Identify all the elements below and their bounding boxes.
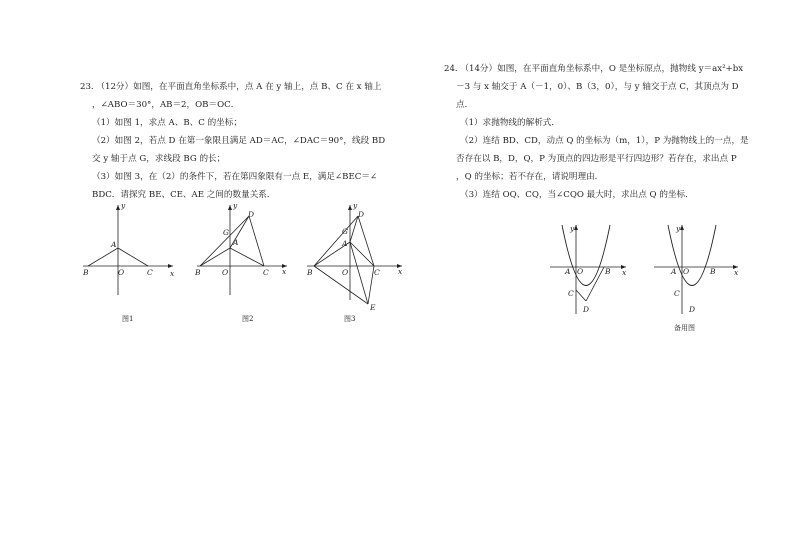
fig3-point-o: O bbox=[342, 268, 349, 277]
fig3-point-b: B bbox=[307, 268, 313, 277]
spare-point-c: C bbox=[674, 289, 680, 298]
parabola-segment-cd bbox=[576, 290, 586, 301]
q23-part2b: 交 y 轴于点 G，求线段 BG 的长； bbox=[92, 154, 226, 164]
fig2-point-a: A bbox=[233, 238, 239, 247]
fig3-caption: 图3 bbox=[344, 315, 356, 323]
fig3-point-d: D bbox=[358, 210, 365, 219]
q24-part1: （1）求抛物线的解析式． bbox=[460, 118, 560, 128]
figure-3 bbox=[302, 200, 412, 330]
fig2-segment-bd bbox=[200, 216, 249, 266]
q24-part3: （3）连结 OQ、CQ，当∠CQO 最大时，求出点 Q 的坐标． bbox=[460, 190, 694, 200]
spare-point-a: A bbox=[671, 267, 677, 276]
question-24 bbox=[444, 60, 749, 204]
spare-point-o: O bbox=[683, 267, 690, 276]
fig1-x-label: x bbox=[170, 269, 175, 278]
q23-part1: （1）如图 1，求点 A、B、C 的坐标； bbox=[92, 118, 242, 128]
fig2-segment-ac bbox=[230, 248, 264, 266]
fig3-x-label: x bbox=[398, 267, 403, 276]
spare-y-label: y bbox=[676, 224, 681, 233]
q24-line1: 24. （14分）如图，在平面直角坐标系中，O 是坐标原点，抛物线 y＝ax²+bx bbox=[444, 64, 744, 74]
fig1-segment-ac bbox=[118, 248, 148, 266]
q23-part3b: BDC．请探究 BE、CE、AE 之间的数量关系． bbox=[92, 190, 276, 200]
fig1-y-label: y bbox=[121, 201, 126, 210]
question-23 bbox=[80, 78, 385, 204]
parabola-point-o: O bbox=[577, 267, 584, 276]
spare-x-label: x bbox=[734, 268, 739, 277]
fig1-point-c: C bbox=[147, 268, 153, 277]
q23-part3a: （3）如图 3，在（2）的条件下，若在第四象限有一点 E，满足∠BEC＝∠ bbox=[92, 172, 378, 182]
parabola-segment-db bbox=[586, 267, 604, 301]
figure-2 bbox=[192, 200, 297, 330]
parabola-point-c: C bbox=[568, 289, 574, 298]
spare-parabola-curve bbox=[668, 225, 716, 286]
q24-line3: 点． bbox=[456, 100, 474, 110]
parabola-figure bbox=[548, 222, 628, 322]
fig2-caption: 图2 bbox=[242, 315, 254, 323]
fig3-y-label: y bbox=[353, 201, 358, 210]
spare-point-b: B bbox=[710, 267, 716, 276]
spare-caption: 备用图 bbox=[674, 324, 695, 332]
spare-parabola-figure bbox=[652, 222, 742, 337]
fig1-point-a: A bbox=[111, 240, 117, 249]
parabola-point-a: A bbox=[565, 267, 571, 276]
q23-part2a: （2）如图 2，若点 D 在第一象限且满足 AD＝AC，∠DAC＝90°，线段 BD bbox=[92, 136, 386, 146]
fig2-point-o: O bbox=[222, 268, 229, 277]
parabola-point-b: B bbox=[605, 267, 611, 276]
q23-line1: 23. （12分）如图，在平面直角坐标系中，点 A 在 y 轴上，点 B、C 在 x 轴上 bbox=[80, 82, 382, 92]
q24-part2b: 否存在以 B，D，Q，P 为顶点的四边形是平行四边形？若存在，求出点 P bbox=[456, 154, 737, 164]
fig1-point-b: B bbox=[83, 268, 89, 277]
q23-line2: ，∠ABO＝30°，AB＝2，OB＝OC． bbox=[92, 100, 240, 110]
fig3-point-a: A bbox=[342, 239, 348, 248]
q24-part2a: （2）连结 BD、CD，动点 Q 的坐标为（m，1），P 为抛物线上的一点，是 bbox=[460, 136, 749, 146]
fig3-point-g: G bbox=[342, 227, 348, 236]
q24-part2c: ，Q 的坐标；若不存在，请说明理由． bbox=[456, 172, 604, 182]
parabola-point-d: D bbox=[583, 305, 590, 314]
fig2-point-g: G bbox=[223, 228, 229, 237]
spare-point-d: D bbox=[689, 305, 696, 314]
parabola-y-label: y bbox=[570, 224, 575, 233]
q24-line2: －3 与 x 轴交于 A（－1，0）、B（3，0），与 y 轴交于点 C，其顶点为 D bbox=[456, 82, 739, 92]
fig3-point-e: E bbox=[370, 303, 376, 312]
fig2-y-label: y bbox=[233, 201, 238, 210]
fig2-point-b: B bbox=[195, 268, 201, 277]
parabola-curve bbox=[562, 225, 610, 286]
fig3-segment-be bbox=[314, 266, 368, 304]
fig1-caption: 图1 bbox=[122, 315, 134, 323]
fig2-point-d: D bbox=[248, 210, 255, 219]
fig2-x-label: x bbox=[282, 267, 287, 276]
fig3-segment-ad bbox=[350, 216, 358, 242]
fig2-segment-dc bbox=[249, 216, 264, 266]
fig3-segment-bd bbox=[314, 216, 358, 266]
figure-1 bbox=[78, 200, 183, 330]
fig3-point-c: C bbox=[374, 268, 380, 277]
fig1-point-o: O bbox=[118, 268, 125, 277]
fig1-segment-ab bbox=[88, 248, 118, 266]
parabola-x-label: x bbox=[622, 268, 627, 277]
fig2-point-c: C bbox=[263, 268, 269, 277]
